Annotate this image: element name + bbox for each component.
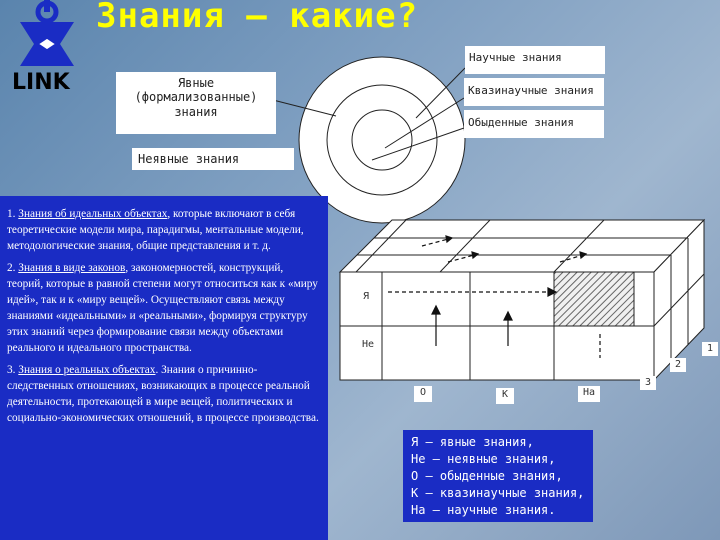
knowledge-cube — [340, 220, 704, 380]
explicit-knowledge-box: Явные (формализованные) знания — [116, 72, 276, 134]
cube-label-k: К — [496, 388, 514, 404]
page-title: Знания – какие? — [96, 0, 419, 36]
quasi-scientific-knowledge-box: Квазинаучные знания — [464, 78, 604, 106]
cube-label-ne: Не — [356, 338, 380, 354]
knowledge-type-3-heading: Знания о реальных объектах — [18, 364, 156, 376]
cube-label-2: 2 — [670, 358, 686, 372]
inner-circle — [352, 110, 412, 170]
knowledge-type-2: 2. Знания в виде законов, закономерностей, конструкций, теорий, которые в равной степени могут относиться как к «миру идей», так и к «миру вещей». Осуществляют связь между знаниями «идеальными» и «реальными», формируя структуру этих знаний через формирование связи между объектами реального и идеального пространства. — [7, 262, 318, 354]
legend-item: Я – явные знания, — [411, 435, 534, 449]
scientific-knowledge-box: Научные знания — [465, 46, 605, 74]
knowledge-type-1-heading: Знания об идеальных объектах — [18, 208, 168, 220]
ordinary-knowledge-box: Обыденные знания — [464, 110, 604, 138]
cube-hatched-cell — [554, 272, 634, 326]
cube-top-face — [340, 220, 704, 272]
cube-label-o: О — [414, 386, 432, 402]
knowledge-type-1: 1. Знания об идеальных объектах, которые включают в себя теоретические модели мира, парадигмы, ментальные модели, методологические знания, общие представления и т. д. — [7, 208, 304, 252]
knowledge-type-3: 3. Знания о реальных объектах. Знания о причинно-следственных отношениях, возникающих в процессе реальной деятельности, протекающей в мире вещей, политических и социально-экономических отношений, в процессе производства. — [7, 364, 319, 424]
legend-box — [403, 430, 593, 522]
cube-label-3: 3 — [640, 376, 656, 390]
legend-item: О – обыденные знания, — [411, 469, 563, 483]
logo-text: LINK — [12, 70, 70, 95]
cube-label-ya: Я — [357, 290, 375, 306]
cube-label-1: 1 — [702, 342, 718, 356]
legend-item: К – квазинаучные знания, — [411, 486, 585, 500]
legend-item: На – научные знания. — [411, 503, 556, 517]
knowledge-type-2-heading: Знания в виде законов — [18, 262, 126, 274]
legend-item: Не – неявные знания, — [411, 452, 556, 466]
implicit-knowledge-box: Неявные знания — [132, 148, 294, 170]
knowledge-types-panel — [0, 196, 328, 540]
cube-label-na: На — [578, 386, 600, 402]
